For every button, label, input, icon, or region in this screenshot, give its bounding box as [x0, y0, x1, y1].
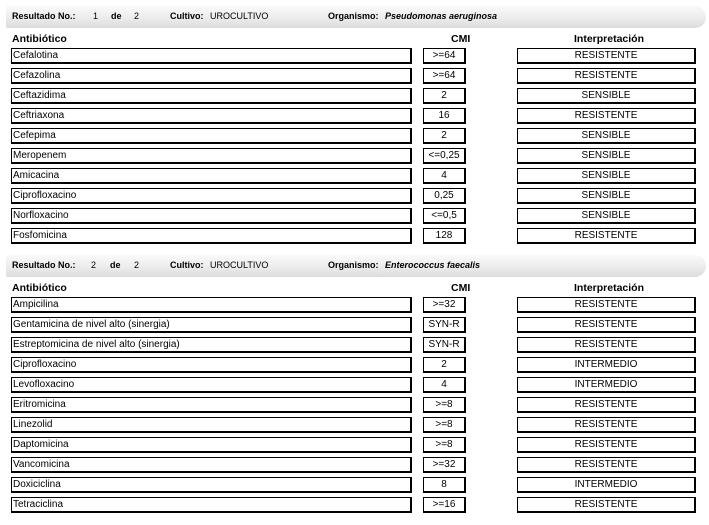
- susceptibility-table: [0, 295, 709, 515]
- result-de-label: de: [111, 11, 122, 21]
- interpretation-cell: RESISTENTE: [517, 457, 696, 473]
- antibiotic-cell: Levofloxacino: [11, 377, 412, 393]
- mic-cell: >=32: [423, 457, 466, 473]
- table-row: [0, 46, 709, 66]
- mic-cell: >=8: [423, 417, 466, 433]
- table-row: [0, 455, 709, 475]
- table-row: [0, 475, 709, 495]
- interpretation-cell: INTERMEDIO: [517, 357, 696, 373]
- organism-label: Organismo:: [328, 260, 379, 270]
- antibiotic-cell: Amicacina: [11, 168, 412, 184]
- mic-cell: SYN-R: [423, 317, 466, 333]
- table-row: [0, 495, 709, 515]
- antibiotic-cell: Meropenem: [11, 148, 412, 164]
- antibiotic-cell: Estreptomicina de nivel alto (sinergia): [11, 337, 412, 353]
- table-row: [0, 146, 709, 166]
- susceptibility-table: [0, 46, 709, 246]
- mic-cell: 2: [423, 128, 466, 144]
- organism-value: Enterococcus faecalis: [385, 260, 481, 270]
- interpretation-cell: RESISTENTE: [517, 108, 696, 124]
- interpretation-cell: SENSIBLE: [517, 148, 696, 164]
- interpretation-cell: SENSIBLE: [517, 128, 696, 144]
- mic-cell: >=16: [423, 497, 466, 513]
- table-row: [0, 335, 709, 355]
- table-row: [0, 295, 709, 315]
- column-header-antibiotic: Antibiótico: [12, 282, 67, 294]
- result-de-label: de: [110, 260, 121, 270]
- antibiotic-cell: Cefazolina: [11, 68, 412, 84]
- mic-cell: 128: [423, 228, 466, 244]
- mic-cell: >=64: [423, 48, 466, 64]
- mic-cell: 4: [423, 377, 466, 393]
- table-row: [0, 166, 709, 186]
- mic-cell: 0,25: [423, 188, 466, 204]
- result-number-label: Resultado No.:: [12, 11, 76, 21]
- antibiotic-cell: Cefalotina: [11, 48, 412, 64]
- antibiotic-cell: Vancomicina: [11, 457, 412, 473]
- antibiotic-cell: Ceftazidima: [11, 88, 412, 104]
- mic-cell: <=0,25: [423, 148, 466, 164]
- mic-cell: >=8: [423, 397, 466, 413]
- mic-cell: <=0,5: [423, 208, 466, 224]
- table-row: [0, 126, 709, 146]
- table-row: [0, 66, 709, 86]
- interpretation-cell: RESISTENTE: [517, 297, 696, 313]
- result-total: 2: [134, 11, 140, 21]
- column-header-interpretation: Interpretación: [574, 282, 645, 294]
- interpretation-cell: SENSIBLE: [517, 88, 696, 104]
- antibiotic-cell: Tetraciclina: [11, 497, 412, 513]
- interpretation-cell: RESISTENTE: [517, 68, 696, 84]
- table-row: [0, 86, 709, 106]
- result-number: 2: [91, 260, 97, 270]
- mic-cell: 8: [423, 477, 466, 493]
- column-header-mic: CMI: [451, 282, 471, 294]
- mic-cell: >=8: [423, 437, 466, 453]
- table-row: [0, 415, 709, 435]
- table-row: [0, 395, 709, 415]
- antibiotic-cell: Cefepima: [11, 128, 412, 144]
- mic-cell: 2: [423, 88, 466, 104]
- antibiotic-cell: Norfloxacino: [11, 208, 412, 224]
- table-row: [0, 226, 709, 246]
- culture-value: UROCULTIVO: [210, 11, 269, 21]
- table-row: [0, 206, 709, 226]
- interpretation-cell: RESISTENTE: [517, 228, 696, 244]
- interpretation-cell: INTERMEDIO: [517, 477, 696, 493]
- result-number-label: Resultado No.:: [12, 260, 76, 270]
- mic-cell: >=32: [423, 297, 466, 313]
- interpretation-cell: SENSIBLE: [517, 168, 696, 184]
- column-header-antibiotic: Antibiótico: [12, 33, 67, 45]
- interpretation-cell: RESISTENTE: [517, 337, 696, 353]
- antibiotic-cell: Ciprofloxacino: [11, 188, 412, 204]
- antibiotic-cell: Gentamicina de nivel alto (sinergia): [11, 317, 412, 333]
- table-row: [0, 186, 709, 206]
- antibiotic-cell: Ciprofloxacino: [11, 357, 412, 373]
- mic-cell: 16: [423, 108, 466, 124]
- result-number: 1: [93, 11, 99, 21]
- antibiotic-cell: Fosfomicina: [11, 228, 412, 244]
- antibiotic-cell: Ampicilina: [11, 297, 412, 313]
- antibiotic-cell: Eritromicina: [11, 397, 412, 413]
- antibiotic-cell: Doxiciclina: [11, 477, 412, 493]
- interpretation-cell: RESISTENTE: [517, 317, 696, 333]
- interpretation-cell: RESISTENTE: [517, 437, 696, 453]
- table-row: [0, 106, 709, 126]
- table-row: [0, 435, 709, 455]
- column-header-interpretation: Interpretación: [574, 33, 645, 45]
- interpretation-cell: RESISTENTE: [517, 48, 696, 64]
- culture-label: Cultivo:: [170, 260, 204, 270]
- culture-label: Cultivo:: [170, 11, 204, 21]
- table-row: [0, 315, 709, 335]
- result-total: 2: [134, 260, 140, 270]
- interpretation-cell: SENSIBLE: [517, 188, 696, 204]
- interpretation-cell: INTERMEDIO: [517, 377, 696, 393]
- mic-cell: 2: [423, 357, 466, 373]
- interpretation-cell: RESISTENTE: [517, 497, 696, 513]
- culture-value: UROCULTIVO: [210, 260, 269, 270]
- mic-cell: 4: [423, 168, 466, 184]
- antibiotic-cell: Ceftriaxona: [11, 108, 412, 124]
- table-row: [0, 375, 709, 395]
- mic-cell: >=64: [423, 68, 466, 84]
- mic-cell: SYN-R: [423, 337, 466, 353]
- table-row: [0, 355, 709, 375]
- interpretation-cell: RESISTENTE: [517, 397, 696, 413]
- antibiotic-cell: Daptomicina: [11, 437, 412, 453]
- column-header-mic: CMI: [451, 33, 471, 45]
- organism-value: Pseudomonas aeruginosa: [385, 11, 498, 21]
- organism-label: Organismo:: [328, 11, 379, 21]
- antibiotic-cell: Linezolid: [11, 417, 412, 433]
- result-header: [6, 6, 706, 28]
- interpretation-cell: RESISTENTE: [517, 417, 696, 433]
- result-header: [6, 255, 706, 277]
- interpretation-cell: SENSIBLE: [517, 208, 696, 224]
